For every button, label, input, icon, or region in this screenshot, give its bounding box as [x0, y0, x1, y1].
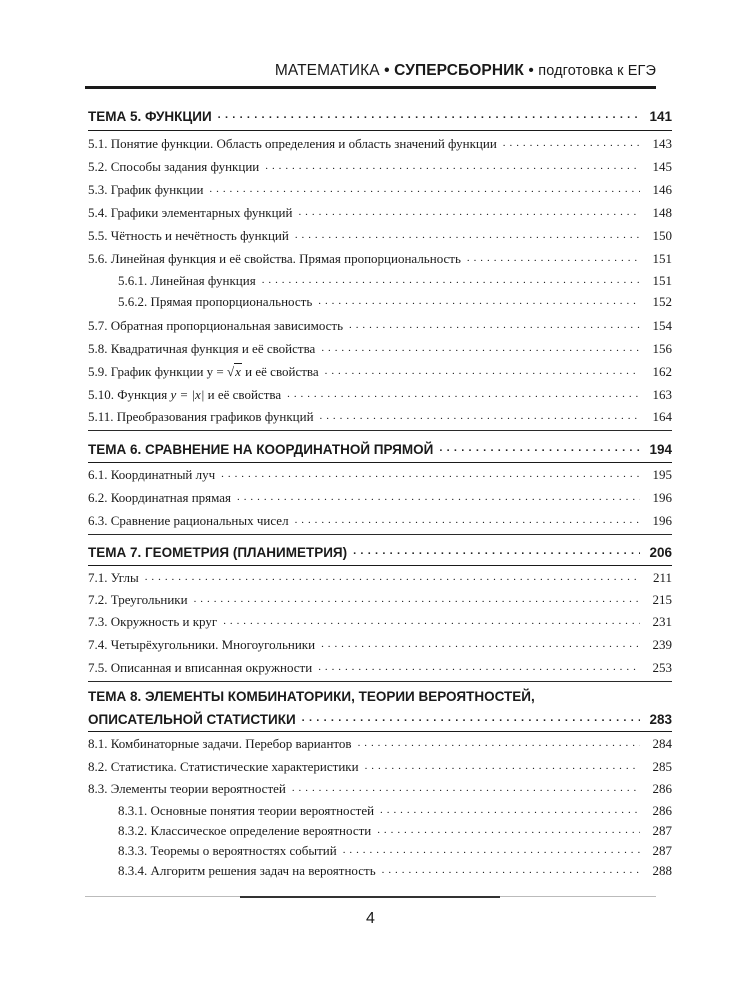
toc-entry-7-3[interactable]	[88, 610, 672, 630]
toc-entry-title-suffix: и её свойства	[204, 387, 282, 402]
section-divider	[88, 534, 672, 535]
toc-page-number: 253	[652, 660, 672, 675]
header-bullet: •	[384, 62, 390, 79]
toc-entry-title: 5.8. Квадратичная функция и её свойства	[88, 341, 316, 356]
dot-leader	[221, 468, 640, 480]
toc-topic-title: ТЕМА 7. ГЕОМЕТРИЯ (ПЛАНИМЕТРИЯ)	[88, 545, 348, 560]
toc-page-number: 143	[652, 136, 672, 151]
toc-page-number: 286	[652, 781, 672, 796]
toc-page-number: 156	[652, 341, 672, 356]
toc-entry-title: 8.3. Элементы теории вероятностей	[88, 781, 286, 796]
dot-leader	[318, 295, 640, 307]
toc-entry-5-10[interactable]	[88, 383, 672, 403]
toc-page-number: 239	[652, 637, 672, 652]
toc-page-number: 284	[652, 736, 672, 751]
toc-entry-5-8[interactable]	[88, 337, 672, 357]
square-root-expression: √x	[227, 364, 241, 379]
toc-page-number: 196	[652, 513, 672, 528]
header-subject: МАТЕМАТИКА	[274, 62, 380, 79]
toc-entry-title: 5.4. Графики элементарных функций	[88, 205, 293, 220]
toc-topic-6[interactable]	[88, 437, 672, 457]
toc-page-number: 163	[652, 387, 672, 402]
toc-entry-title: 5.6.1. Линейная функция	[118, 273, 256, 288]
toc-page-number: 154	[652, 318, 672, 333]
dot-leader	[320, 410, 640, 422]
toc-page-number: 141	[649, 109, 672, 124]
header-rule	[85, 86, 656, 89]
dot-leader	[439, 442, 640, 454]
toc-entry-title: 7.2. Треугольники	[88, 592, 188, 607]
toc-entry-title	[88, 387, 281, 403]
toc-entry-title	[88, 364, 319, 380]
toc-entry-5-7[interactable]	[88, 314, 672, 334]
toc-entry-8-3-2[interactable]	[118, 819, 672, 839]
dot-leader	[318, 661, 640, 673]
dot-leader	[237, 491, 640, 503]
dot-leader	[298, 206, 640, 218]
toc-page-number: 162	[652, 364, 672, 379]
dot-leader	[262, 274, 640, 286]
dot-leader	[358, 737, 640, 749]
dot-leader	[321, 342, 640, 354]
page-number: 4	[366, 910, 375, 927]
toc-entry-title-prefix: 5.10. Функция	[88, 387, 171, 402]
section-divider	[88, 681, 672, 682]
toc-topic-8[interactable]	[88, 707, 672, 727]
toc-entry-title: 7.1. Углы	[88, 570, 139, 585]
dot-leader	[377, 824, 640, 836]
toc-entry-6-1[interactable]	[88, 463, 672, 483]
toc-entry-title: 5.6.2. Прямая пропорциональность	[118, 294, 313, 309]
toc-page-number: 206	[649, 545, 672, 560]
dot-leader	[321, 638, 640, 650]
toc-page-number: 287	[652, 823, 672, 838]
toc-entry-title: 6.1. Координатный луч	[88, 467, 216, 482]
dot-leader	[209, 183, 640, 195]
toc-entry-7-4[interactable]	[88, 633, 672, 653]
toc-entry-title: 8.3.1. Основные понятия теории вероятностей	[118, 803, 375, 818]
toc-entry-title: 5.7. Обратная пропорциональная зависимость	[88, 318, 344, 333]
dot-leader	[295, 229, 640, 241]
toc-page-number: 196	[652, 490, 672, 505]
header-series: подготовка к ЕГЭ	[538, 63, 656, 79]
toc-entry-title: 7.5. Описанная и вписанная окружности	[88, 660, 313, 675]
running-header	[85, 62, 656, 80]
toc-entry-5-9[interactable]	[88, 360, 672, 380]
toc-entry-title: 6.2. Координатная прямая	[88, 490, 232, 505]
header-book-title: СУПЕРСБОРНИК	[394, 62, 524, 79]
toc-entry-5-1[interactable]	[88, 132, 672, 152]
toc-entry-8-3-4[interactable]	[118, 859, 672, 879]
dot-leader	[382, 864, 640, 876]
toc-page-number: 285	[652, 759, 672, 774]
toc-entry-8-3-1[interactable]	[118, 799, 672, 819]
toc-page-number: 146	[652, 182, 672, 197]
dot-leader	[343, 844, 640, 856]
section-divider	[88, 130, 672, 131]
toc-entry-title: 5.11. Преобразования графиков функций	[88, 409, 314, 424]
dot-leader	[145, 571, 640, 583]
toc-topic-title: ОПИСАТЕЛЬНОЙ СТАТИСТИКИ	[88, 712, 296, 727]
toc-entry-5-5[interactable]	[88, 224, 672, 244]
toc-topic-5[interactable]	[88, 104, 672, 124]
toc-topic-7[interactable]	[88, 540, 672, 560]
toc-entry-title: 8.2. Статистика. Статистические характеристики	[88, 759, 359, 774]
toc-page-number: 152	[652, 294, 672, 309]
toc-entry-8-1[interactable]	[88, 732, 672, 752]
toc-page-number: 151	[652, 251, 672, 266]
toc-page-number: 231	[652, 614, 672, 629]
toc-entry-title: 5.3. График функции	[88, 182, 204, 197]
dot-leader	[292, 782, 640, 794]
dot-leader	[353, 545, 640, 557]
dot-leader	[302, 712, 640, 724]
dot-leader	[365, 760, 640, 772]
dot-leader	[287, 388, 640, 400]
toc-page-number: 215	[652, 592, 672, 607]
toc-entry-7-5[interactable]	[88, 656, 672, 676]
dot-leader	[325, 365, 640, 377]
toc-entry-7-2[interactable]	[88, 588, 672, 608]
toc-entry-5-6-2[interactable]	[118, 290, 672, 310]
toc-entry-5-11[interactable]	[88, 405, 672, 425]
toc-entry-title: 8.1. Комбинаторные задачи. Перебор вариантов	[88, 736, 352, 751]
toc-page-number: 145	[652, 159, 672, 174]
toc-page-number: 287	[652, 843, 672, 858]
dot-leader	[349, 319, 640, 331]
toc-entry-title: 5.6. Линейная функция и её свойства. Прямая пропорциональность	[88, 251, 461, 266]
toc-entry-5-6-1[interactable]	[118, 269, 672, 289]
toc-page-number: 211	[652, 570, 672, 585]
toc-entry-title-prefix: 5.9. График функции y =	[88, 364, 227, 379]
toc-entry-title: 8.3.3. Теоремы о вероятностях событий	[118, 843, 337, 858]
toc-entry-title: 5.5. Чётность и нечётность функций	[88, 228, 289, 243]
toc-page-number: 151	[652, 273, 672, 288]
dot-leader	[380, 804, 640, 816]
toc-entry-8-2[interactable]	[88, 755, 672, 775]
dot-leader	[503, 137, 640, 149]
toc-page-number: 286	[652, 803, 672, 818]
toc-entry-8-3-3[interactable]	[118, 839, 672, 859]
toc-page-number: 283	[649, 712, 672, 727]
toc-page-number: 288	[652, 863, 672, 878]
toc-entry-6-2[interactable]	[88, 486, 672, 506]
toc-entry-title-suffix: и её свойства	[241, 364, 319, 379]
dot-leader	[223, 615, 640, 627]
toc-topic-title: ТЕМА 6. СРАВНЕНИЕ НА КООРДИНАТНОЙ ПРЯМОЙ	[88, 442, 434, 457]
absolute-value-expression: y = |x|	[170, 387, 205, 402]
toc-entry-5-3[interactable]	[88, 178, 672, 198]
toc-page-number: 195	[652, 467, 672, 482]
toc-entry-5-4[interactable]	[88, 201, 672, 221]
dot-leader	[295, 514, 640, 526]
dot-leader	[265, 160, 640, 172]
toc-page-number: 164	[652, 409, 672, 424]
toc-entry-title: 8.3.2. Классическое определение вероятности	[118, 823, 372, 838]
toc-entry-title: 7.4. Четырёхугольники. Многоугольники	[88, 637, 316, 652]
toc-entry-6-3[interactable]	[88, 509, 672, 529]
dot-leader	[194, 593, 640, 605]
toc-page-number: 150	[652, 228, 672, 243]
toc-entry-title: 5.1. Понятие функции. Область определения и область значений функции	[88, 136, 497, 151]
toc-page-number: 148	[652, 205, 672, 220]
toc-entry-8-3[interactable]	[88, 777, 672, 797]
toc-page-number: 194	[649, 442, 672, 457]
header-bullet: •	[528, 62, 534, 79]
toc-entry-title: 6.3. Сравнение рациональных чисел	[88, 513, 289, 528]
footer-rule-accent	[240, 896, 500, 898]
dot-leader	[218, 109, 640, 121]
toc-entry-5-6[interactable]	[88, 247, 672, 267]
toc-entry-title: 8.3.4. Алгоритм решения задач на вероятность	[118, 863, 376, 878]
section-divider	[88, 430, 672, 431]
toc-entry-5-2[interactable]	[88, 155, 672, 175]
toc-entry-title: 7.3. Окружность и круг	[88, 614, 218, 629]
toc-topic-title: ТЕМА 5. ФУНКЦИИ	[88, 109, 212, 124]
dot-leader	[467, 252, 640, 264]
radicand: x	[235, 364, 241, 379]
toc-entry-7-1[interactable]	[88, 566, 672, 586]
toc-topic-8-line1[interactable]: ТЕМА 8. ЭЛЕМЕНТЫ КОМБИНАТОРИКИ, ТЕОРИИ ВЕРОЯТНОСТЕЙ,	[88, 689, 535, 704]
toc-entry-title: 5.2. Способы задания функции	[88, 159, 260, 174]
